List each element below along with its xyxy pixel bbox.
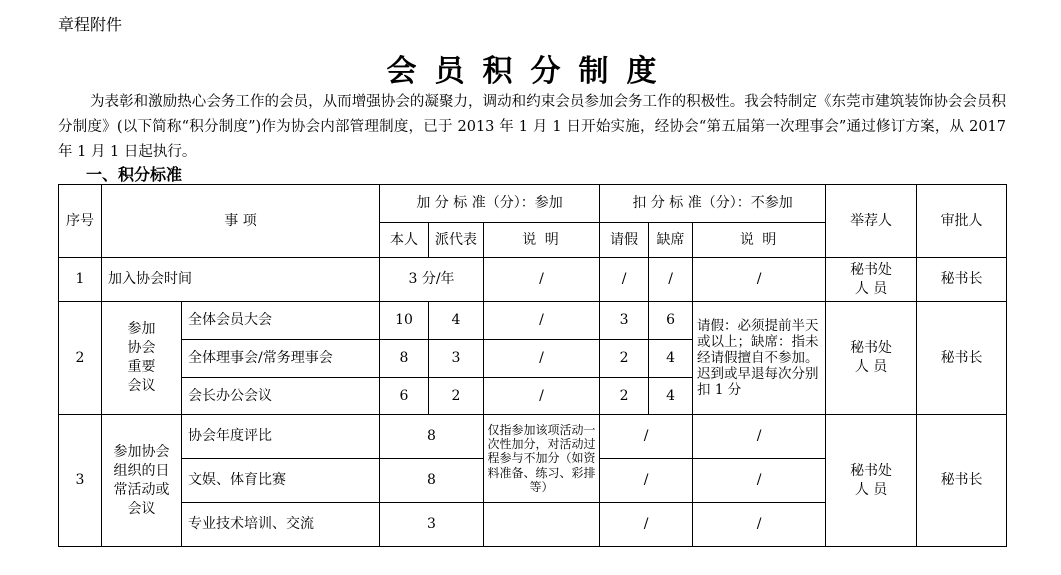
absent-cell: 4 (649, 340, 693, 378)
item-cell: 会长办公会议 (182, 378, 380, 415)
plus-note-cell: / (484, 378, 600, 415)
table-row (59, 302, 1007, 340)
intro-paragraph: 为表彰和激励热心会务工作的会员，从而增强协会的凝聚力，调动和约束会员参加会务工作的积极性。我会特制定《东莞市建筑装饰协会会员积分制度》(以下简称“积分制度”)作为协会内部管理制度，已于 2013 年 1 月 1 日开始实施，经协会“第五届第一次理事会”通过修订方案，从 2017 年 1 月 1 日起执行。 (58, 94, 1006, 160)
header-plus-note: 说 明 (484, 223, 600, 258)
approver-cell: 秘书长 (917, 415, 1007, 547)
item-cell: 协会年度评比 (182, 415, 380, 459)
plus-note-cell: / (484, 258, 600, 302)
header-delegate: 派代表 (429, 223, 484, 258)
recommender-text: 秘书处人 员 (850, 340, 893, 375)
minus-note-cell: 请假：必须提前半天或以上；缺席：指未经请假擅自不参加。迟到或早退每次分别扣 1 分 (693, 302, 826, 415)
recommender-text: 秘书处人 员 (850, 261, 893, 297)
recommender-cell (826, 302, 917, 415)
header-seq: 序号 (59, 185, 102, 258)
table-row (59, 258, 1007, 302)
group-label: 参加协会重要会议 (127, 321, 156, 394)
points-standard-table (58, 184, 1007, 547)
table-header-row (59, 185, 1007, 223)
header-plus-group: 加 分 标 准（分）：参加 (380, 185, 600, 223)
approver-cell: 秘书长 (917, 258, 1007, 302)
minus-note-cell: / (693, 459, 826, 503)
group-label: 参加协会组织的日常活动或会议 (113, 443, 170, 517)
leave-absent-cell: / (600, 415, 693, 459)
minus-note-cell: / (693, 415, 826, 459)
item-cell: 专业技术培训、交流 (182, 503, 380, 547)
item-cell: 全体理事会/常务理事会 (182, 340, 380, 378)
recommender-text: 秘书处人 员 (850, 462, 893, 498)
self-cell: 6 (380, 378, 429, 415)
header-item: 事 项 (102, 185, 380, 258)
absent-cell: 4 (649, 378, 693, 415)
header-minus-group: 扣 分 标 准（分）：不参加 (600, 185, 826, 223)
seq-cell: 2 (59, 302, 102, 415)
plus-note-empty-cell (484, 503, 600, 547)
self-cell: 8 (380, 340, 429, 378)
leave-cell: 2 (600, 340, 649, 378)
group-cell (102, 302, 182, 415)
table-row (59, 415, 1007, 459)
header-minus-note: 说 明 (693, 223, 826, 258)
header-self: 本人 (380, 223, 429, 258)
self-cell: 10 (380, 302, 429, 340)
plus-note-cell: 仅指参加该项活动一次性加分，对活动过程参与不加分（如资料准备、练习、彩排等） (484, 415, 600, 503)
header-approver: 审批人 (917, 185, 1007, 258)
plus-points-cell: 8 (380, 459, 484, 503)
minus-note-cell: / (693, 503, 826, 547)
leave-cell: / (600, 258, 649, 302)
recommender-cell (826, 415, 917, 547)
seq-cell: 1 (59, 258, 102, 302)
leave-cell: 3 (600, 302, 649, 340)
minus-note-cell: / (693, 258, 826, 302)
item-cell: 全体会员大会 (182, 302, 380, 340)
item-cell: 加入协会时间 (102, 258, 380, 302)
annex-label: 章程附件 (58, 15, 123, 34)
leave-cell: 2 (600, 378, 649, 415)
plus-points-cell: 8 (380, 415, 484, 459)
leave-absent-cell: / (600, 503, 693, 547)
delegate-cell: 4 (429, 302, 484, 340)
recommender-cell (826, 258, 917, 302)
plus-points-cell: 3 分/年 (380, 258, 484, 302)
page-title: 会员积分制度 (386, 54, 675, 89)
group-cell (102, 415, 182, 547)
delegate-cell: 3 (429, 340, 484, 378)
item-cell: 文娱、体育比赛 (182, 459, 380, 503)
plus-note-cell: / (484, 302, 600, 340)
section-heading: 一、积分标准 (86, 165, 183, 184)
plus-note-cell: / (484, 340, 600, 378)
absent-cell: / (649, 258, 693, 302)
plus-points-cell: 3 (380, 503, 484, 547)
header-leave: 请假 (600, 223, 649, 258)
seq-cell: 3 (59, 415, 102, 547)
delegate-cell: 2 (429, 378, 484, 415)
approver-cell: 秘书长 (917, 302, 1007, 415)
header-recommender: 举荐人 (826, 185, 917, 258)
header-absent: 缺席 (649, 223, 693, 258)
leave-absent-cell: / (600, 459, 693, 503)
absent-cell: 6 (649, 302, 693, 340)
